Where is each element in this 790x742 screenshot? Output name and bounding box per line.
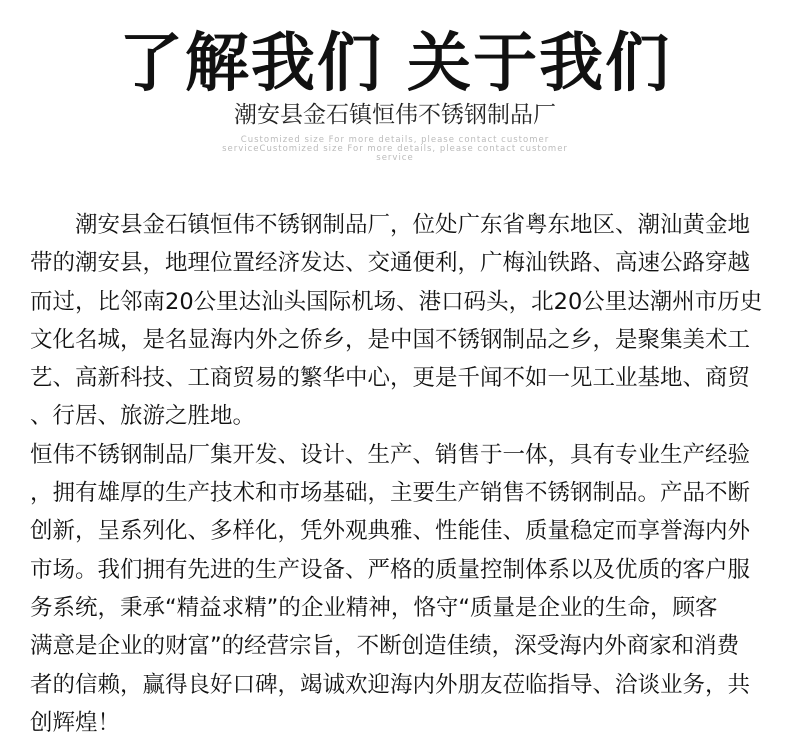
text-line: ，拥有雄厚的生产技术和市场基础，主要生产销售不锈钢制品。产品不断 [30, 480, 751, 507]
text-line: 艺、高新科技、工商贸易的繁华中心，更是千闻不如一见工业基地、商贸 [30, 365, 751, 392]
text-line: 潮安县金石镇恒伟不锈钢制品厂，位处广东省粤东地区、潮汕黄金地 [30, 212, 751, 238]
page-title: 了解我们 关于我们 [118, 27, 672, 101]
text-line: 、行居、旅游之胜地。 [30, 403, 256, 430]
text-line: 创新，呈系列化、多样化，凭外观典雅、性能佳、质量稳定而享誉海内外 [30, 518, 751, 545]
text-line: 务系统，秉承“精益求精”的企业精神，恪守“质量是企业的生命，顾客 [30, 594, 718, 621]
company-description [30, 206, 770, 742]
text-line: 创辉煌！ [30, 709, 121, 736]
text-line: 者的信赖，赢得良好口碑，竭诚欢迎海内外朋友莅临指导、洽谈业务，共 [30, 671, 751, 698]
text-line: 带的潮安县，地理位置经济发达、交通便利，广梅汕铁路、高速公路穿越 [30, 250, 751, 277]
customization-note: Customized size For more details, please contact customer serviceCustomized size For more details, please contact customer service [222, 135, 568, 163]
text-line: 而过，比邻南20公里达汕头国际机场、港口码头，北20公里达潮州市历史 [30, 288, 763, 315]
company-name: 潮安县金石镇恒伟不锈钢制品厂 [234, 102, 556, 128]
text-line: 文化名城，是名显海内外之侨乡，是中国不锈钢制品之乡，是聚集美术工 [30, 326, 751, 353]
text-line: 市场。我们拥有先进的生产设备、严格的质量控制体系以及优质的客户服 [30, 556, 751, 583]
text-line: 恒伟不锈钢制品厂集开发、设计、生产、销售于一体，具有专业生产经验 [30, 441, 751, 468]
text-line: 满意是企业的财富”的经营宗旨，不断创造佳绩，深受海内外商家和消费 [30, 633, 740, 660]
